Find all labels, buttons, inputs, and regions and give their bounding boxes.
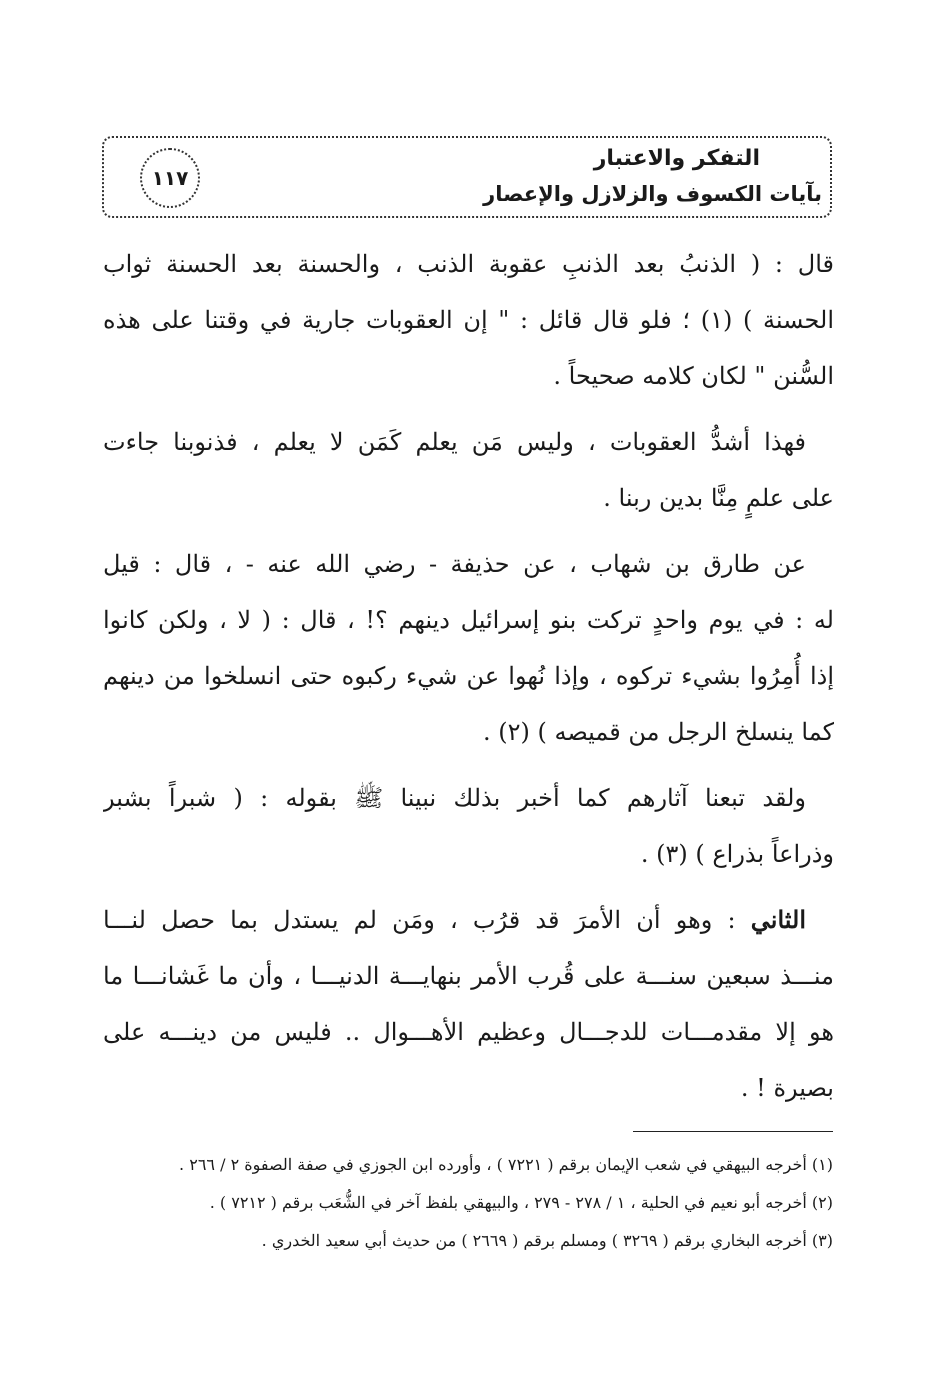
footnote-1: (١) أخرجه البيهقي في شعب الإيمان برقم ( ٧٢٢١ ) ، وأورده ابن الجوزي في صفة الصفوة ٢ / ٢٦٦ . bbox=[179, 1155, 833, 1174]
footnote-2: (٢) أخرجه أبو نعيم في الحلية ، ١ / ٢٧٨ - ٢٧٩ ، والبيهقي بلفظ آخر في الشُّعَب برقم ( ٧٢١٢ ) . bbox=[209, 1193, 833, 1212]
paragraph-3 bbox=[103, 536, 834, 760]
book-subtitle: بآيات الكسوف والزلازل والإعصار bbox=[483, 182, 822, 206]
footnote-3: (٣) أخرجه البخاري برقم ( ٣٢٦٩ ) ومسلم برقم ( ٢٦٦٩ ) من حديث أبي سعيد الخدري . bbox=[261, 1231, 833, 1250]
paragraph-4 bbox=[103, 770, 834, 882]
paragraph-2 bbox=[103, 414, 834, 526]
text-line: ولقد تبعنا آثارهم كما أخبر بذلك نبينا ﷺ بقوله : ( شبراً بشبر bbox=[103, 784, 806, 812]
text-line: عن طارق بن شهاب ، عن حذيفة - رضي الله عنه - ، قال : قيل bbox=[103, 550, 806, 578]
text-line: إذا أُمِرُوا بشيء تركوه ، وإذا نُهوا عن شيء ركبوه حتى انسلخوا من دينهم bbox=[103, 662, 834, 690]
book-title: التفكر والاعتبار bbox=[593, 146, 760, 171]
text-line-rest: : وهو أن الأمرَ قد قرُب ، ومَن لم يستدل بما حصل لنـــا bbox=[103, 906, 751, 934]
text-line: بصيرة ! . bbox=[740, 1074, 834, 1102]
text-line: الحسنة ) (١) ؛ فلو قال قائل : " إن العقوبات جارية في وقتنا على هذه bbox=[103, 306, 834, 334]
text-line: فهذا أشدُّ العقوبات ، وليس مَن يعلم كَمَن لا يعلم ، فذنوبنا جاءت bbox=[103, 428, 806, 456]
text-line bbox=[103, 892, 834, 948]
text-line: كما ينسلخ الرجل من قميصه ) (٢) . bbox=[482, 718, 834, 746]
text-line: السُّنن " لكان كلامه صحيحاً . bbox=[553, 362, 834, 390]
running-header bbox=[102, 136, 832, 218]
text-line: على علمٍ مِنَّا بدين ربنا . bbox=[603, 484, 834, 512]
text-line: منـــذ سبعين سنـــة على قُرب الأمر بنهايـــة الدنيـــا ، وأن ما غَشانـــا ما bbox=[103, 962, 834, 990]
footnote-separator bbox=[633, 1131, 833, 1132]
text-line: له : في يوم واحدٍ تركت بنو إسرائيل دينهم ؟! ، قال : ( لا ، ولكن كانوا bbox=[103, 606, 834, 634]
paragraph-5 bbox=[103, 892, 834, 1116]
text-line: وذراعاً بذراع ) (٣) . bbox=[640, 840, 834, 868]
paragraph-lead-word: الثاني bbox=[750, 905, 806, 934]
footnotes bbox=[103, 1146, 833, 1260]
page-number: ١١٧ bbox=[151, 166, 189, 190]
main-text bbox=[103, 236, 834, 1126]
paragraph-1 bbox=[103, 236, 834, 404]
page-number-badge bbox=[140, 148, 200, 208]
text-line: قال : ( الذنبُ بعد الذنبِ عقوبة الذنب ، والحسنة بعد الحسنة ثواب bbox=[103, 250, 834, 278]
text-line: هو إلا مقدمـــات للدجـــال وعظيم الأهـــوال .. فليس من دينـــه على bbox=[103, 1018, 834, 1046]
